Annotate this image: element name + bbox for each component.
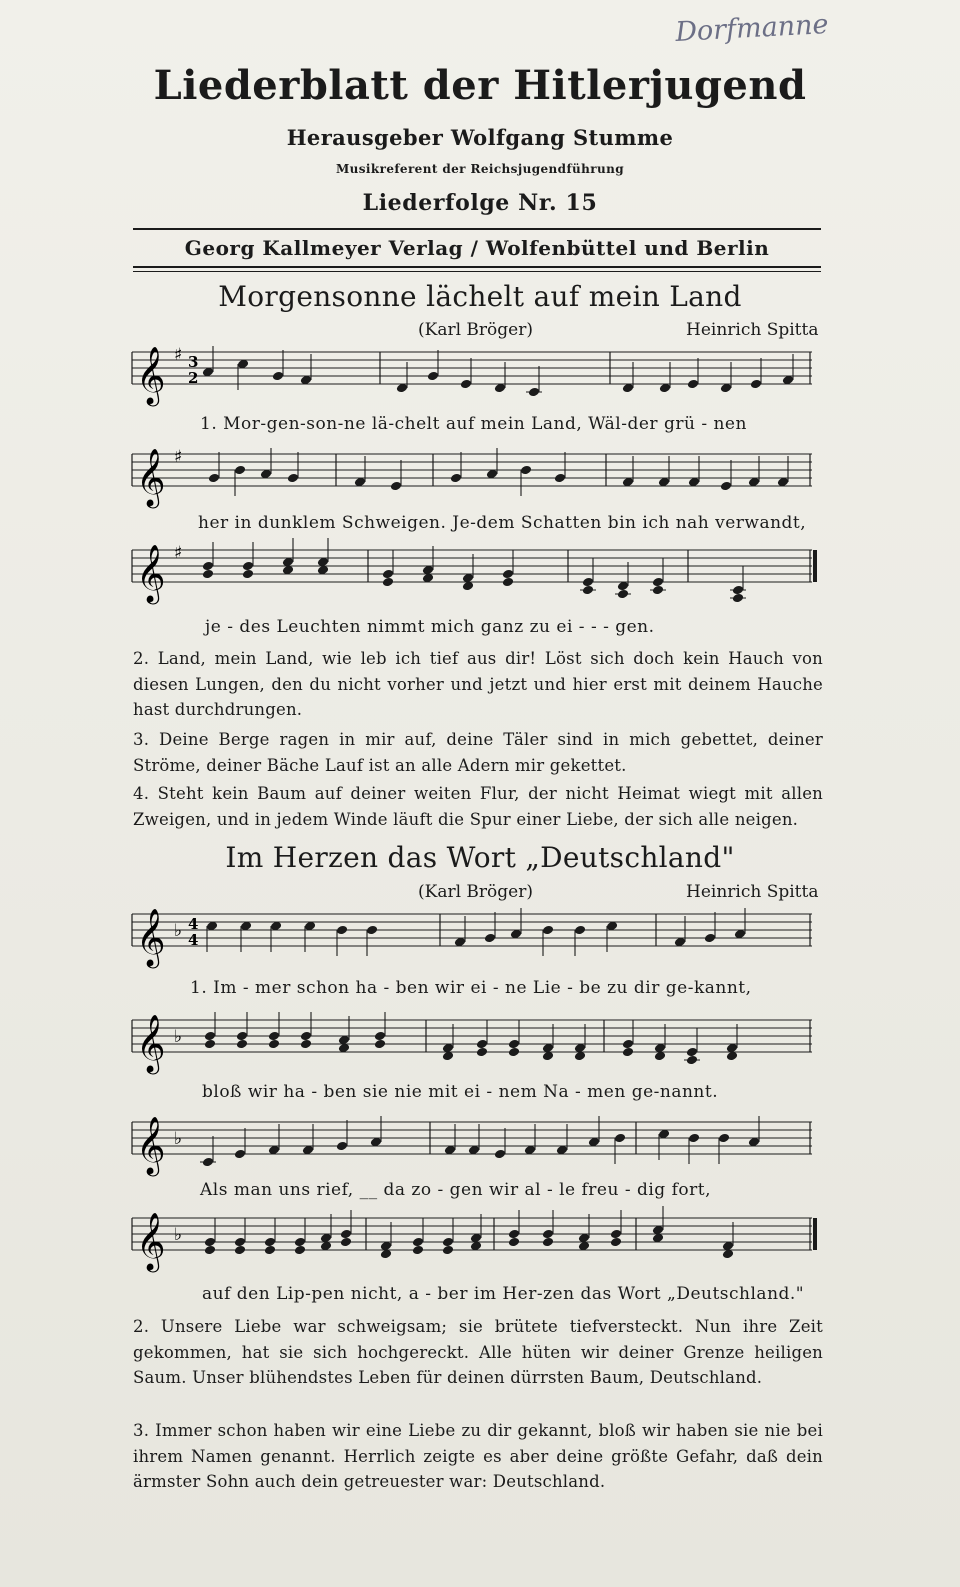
- note-head: [542, 925, 554, 936]
- lyric-line: 1. Im - mer schon ha - ben wir ei - ne Lie - be zu dir ge-kannt,: [190, 978, 752, 998]
- note-head: [382, 569, 394, 580]
- sharp-icon: ♯: [174, 345, 183, 365]
- note-head: [508, 1047, 520, 1058]
- final-barline: [813, 550, 817, 582]
- note-head: [686, 1047, 698, 1058]
- note-head: [236, 1039, 248, 1050]
- treble-clef-icon: 𝄞: [136, 1116, 166, 1174]
- final-barline: [813, 1218, 817, 1250]
- treble-clef-icon: 𝄞: [136, 448, 166, 506]
- note-head: [542, 1229, 554, 1240]
- note-head: [622, 1047, 634, 1058]
- note-head: [610, 1229, 622, 1240]
- note-head: [272, 371, 284, 382]
- music-staff: [128, 440, 828, 512]
- note-head: [442, 1237, 454, 1248]
- note-head: [234, 1245, 246, 1256]
- note-head: [202, 561, 214, 572]
- lyric-line: je - des Leuchten nimmt mich ganz zu ei - - - gen.: [205, 617, 655, 637]
- music-staff: [128, 1204, 828, 1284]
- note-head: [300, 1039, 312, 1050]
- note-head: [390, 481, 402, 492]
- song-2-composer: Heinrich Spitta: [686, 882, 819, 902]
- flat-icon: ♭: [174, 921, 183, 941]
- song-2-verse-2: 2. Unsere Liebe war schweigsam; sie brütete tiefversteckt. Nun ihre Zeit gekommen, hat sie sich hochgereckt. Alle hüten wir deiner Grenze heiligen Saum. Unser blühendstes Leben für deinen dürrsten Baum, Deutschland.: [133, 1317, 823, 1387]
- flat-icon: ♭: [174, 1027, 183, 1047]
- note-head: [336, 925, 348, 936]
- note-head: [652, 577, 664, 588]
- note-head: [336, 1141, 348, 1152]
- note-head: [688, 1133, 700, 1144]
- note-head: [718, 1133, 730, 1144]
- note-head: [508, 1237, 520, 1248]
- music-staff: [128, 536, 828, 616]
- lyric-line: her in dunklem Schweigen. Je-dem Schatten bin ich nah verwandt,: [198, 513, 807, 533]
- note-head: [294, 1245, 306, 1256]
- sharp-icon: ♯: [174, 447, 183, 467]
- note-head: [340, 1237, 352, 1248]
- handwritten-annotation: Dorfmanne: [674, 8, 830, 48]
- note-head: [268, 1039, 280, 1050]
- note-head: [460, 379, 472, 390]
- note-head: [476, 1047, 488, 1058]
- song-2-verse-3: 3. Immer schon haben wir eine Liebe zu dir gekannt, bloß wir haben sie nie bei ihrem Namen genannt. Herrlich zeigte es aber deine größte Gefahr, daß dein ärmster Sohn auch dein getreuester war: Deutschland.: [133, 1421, 823, 1491]
- note-head: [202, 569, 214, 580]
- note-head: [508, 1229, 520, 1240]
- music-staff: [128, 1006, 828, 1078]
- note-head: [610, 1237, 622, 1248]
- music-staff: [128, 900, 828, 972]
- note-head: [412, 1245, 424, 1256]
- divider-top: [133, 228, 821, 230]
- sheet-title: Liederblatt der Hitlerjugend: [153, 62, 807, 109]
- note-head: [502, 577, 514, 588]
- note-head: [582, 577, 594, 588]
- note-head: [508, 1039, 520, 1050]
- note-head: [382, 577, 394, 588]
- note-head: [622, 1039, 634, 1050]
- note-head: [720, 481, 732, 492]
- note-head: [268, 1031, 280, 1042]
- song-1-verse-3: 3. Deine Berge ragen in mir auf, deine Täler sind in mich gebettet, deiner Ströme, deiner Bäche Lauf ist an alle Adern mir gekettet.: [133, 730, 823, 775]
- song-1-verse-4: 4. Steht kein Baum auf deiner weiten Flur, der nicht Heimat wiegt mit allen Zweigen, und in jedem Winde läuft die Spur einer Liebe, der sich alle neigen.: [133, 784, 823, 829]
- note-head: [476, 1039, 488, 1050]
- note-head: [542, 1237, 554, 1248]
- treble-clef-icon: 𝄞: [136, 1212, 166, 1270]
- note-head: [236, 1031, 248, 1042]
- note-head: [204, 1245, 216, 1256]
- music-staff: [128, 338, 828, 410]
- note-head: [242, 561, 254, 572]
- note-head: [242, 569, 254, 580]
- note-head: [704, 933, 716, 944]
- note-head: [614, 1133, 626, 1144]
- note-head: [204, 1031, 216, 1042]
- note-head: [554, 473, 566, 484]
- treble-clef-icon: 𝄞: [136, 1014, 166, 1072]
- flat-icon: ♭: [174, 1225, 183, 1245]
- song-1-title: Morgensonne lächelt auf mein Land: [218, 280, 742, 313]
- song-1-verse-2: 2. Land, mein Land, wie leb ich tief aus dir! Löst sich doch kein Hauch von diesen Lungen, den du nicht vorher und jetzt und hier erst mit deinem Hauche hast durchdrungen.: [133, 649, 823, 719]
- treble-clef-icon: 𝄞: [136, 908, 166, 966]
- note-head: [300, 1031, 312, 1042]
- lyric-line: bloß wir ha - ben sie nie mit ei - nem Na - men ge-nannt.: [202, 1082, 719, 1102]
- note-head: [204, 1039, 216, 1050]
- note-head: [494, 1149, 506, 1160]
- sharp-icon: ♯: [174, 543, 183, 563]
- treble-clef-icon: 𝄞: [136, 544, 166, 602]
- note-head: [502, 569, 514, 580]
- song-1-lyricist: (Karl Bröger): [418, 320, 533, 340]
- note-head: [450, 473, 462, 484]
- note-head: [287, 473, 299, 484]
- note-head: [687, 379, 699, 390]
- note-head: [234, 465, 246, 476]
- time-signature-top: 3: [188, 353, 199, 371]
- divider-bottom-1: [133, 266, 821, 268]
- time-signature-bottom: 2: [188, 369, 199, 387]
- lyric-line: auf den Lip-pen nicht, a - ber im Her-zen das Wort „Deutschland.": [202, 1284, 805, 1304]
- note-head: [264, 1237, 276, 1248]
- note-head: [208, 473, 220, 484]
- editor-line: Herausgeber Wolfgang Stumme: [286, 125, 674, 150]
- note-head: [574, 925, 586, 936]
- note-head: [427, 371, 439, 382]
- series-number: Liederfolge Nr. 15: [362, 190, 598, 216]
- lyric-line: 1. Mor-gen-son-ne lä-chelt auf mein Land, Wäl-der grü - nen: [200, 414, 747, 434]
- note-head: [484, 933, 496, 944]
- note-head: [366, 925, 378, 936]
- lyric-line: Als man uns rief, __ da zo - gen wir al - le freu - dig fort,: [200, 1180, 711, 1200]
- flat-icon: ♭: [174, 1129, 183, 1149]
- note-head: [374, 1039, 386, 1050]
- note-head: [234, 1237, 246, 1248]
- note-head: [520, 465, 532, 476]
- divider-bottom-2: [133, 271, 821, 272]
- music-staff: [128, 1108, 828, 1180]
- note-head: [204, 1237, 216, 1248]
- note-head: [340, 1229, 352, 1240]
- time-signature-bottom: 4: [188, 931, 199, 949]
- publisher-line: Georg Kallmeyer Verlag / Wolfenbüttel und Berlin: [184, 236, 770, 260]
- time-signature-top: 4: [188, 915, 199, 933]
- song-1-composer: Heinrich Spitta: [686, 320, 819, 340]
- note-head: [234, 1149, 246, 1160]
- editor-role: Musikreferent der Reichsjugendführung: [335, 162, 625, 176]
- note-head: [412, 1237, 424, 1248]
- note-head: [442, 1245, 454, 1256]
- song-2-lyricist: (Karl Bröger): [418, 882, 533, 902]
- note-head: [750, 379, 762, 390]
- note-head: [264, 1245, 276, 1256]
- treble-clef-icon: 𝄞: [136, 346, 166, 404]
- song-2-title: Im Herzen das Wort „Deutschland": [225, 841, 735, 874]
- note-head: [294, 1237, 306, 1248]
- note-head: [374, 1031, 386, 1042]
